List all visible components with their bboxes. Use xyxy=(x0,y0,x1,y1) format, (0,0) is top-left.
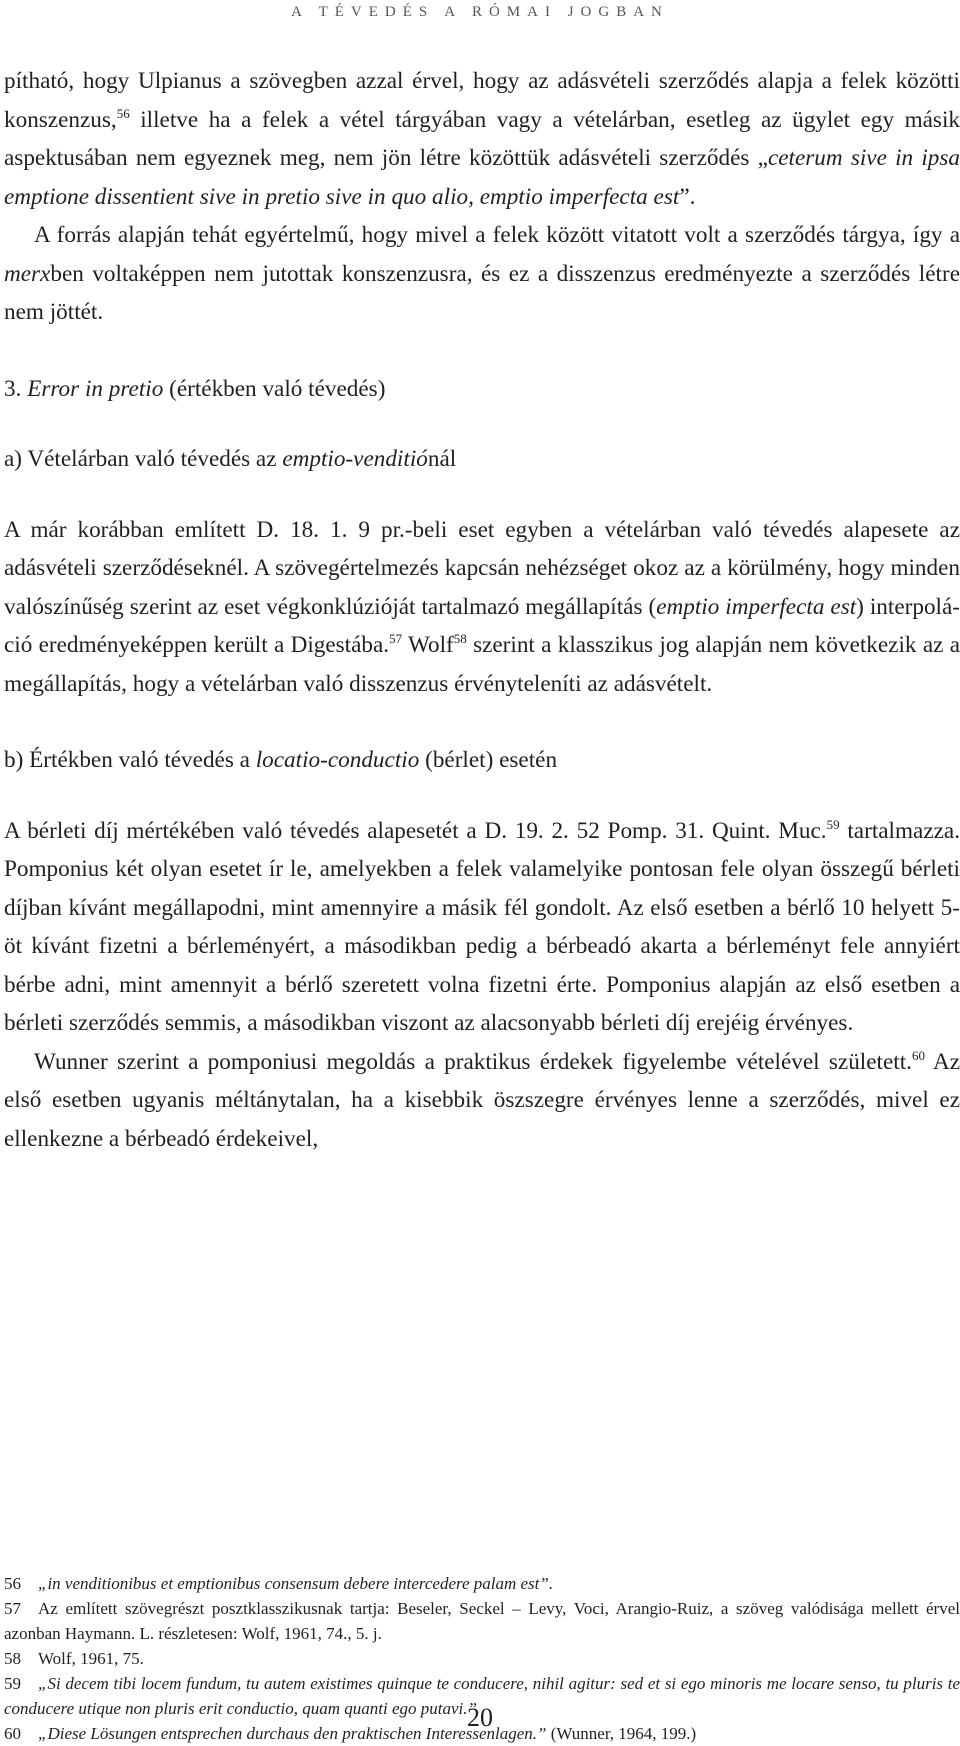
paragraph-error-in-pretio: A már korábban említett D. 18. 1. 9 pr.-beli eset egyben a vételárban való tévedés alapesete az adásvételi szerződéseknél. A szövegértelmezés kapcsán nehézséget okoz az a körülmény, hogy minden valószínűség szerint az eset végkonklúzióját tartalmazó megállapítás (emptio imperfecta est) interpoláció eredményeképpen került a Digestába.$^{57}$ Wolf$^{58}$ szerint a klasszikus jog alapján nem következik az a megállapítás, hogy a vételárban való disszenzus érvényteleníti az adásvételt. xyxy=(4,516,960,697)
footnote-ref-59[interactable]: 59 xyxy=(826,816,840,832)
running-header: A TÉVEDÉS A RÓMAI JOGBAN xyxy=(291,4,669,20)
footnote-ref-56[interactable]: 56 xyxy=(116,105,130,121)
footnote-57: 57 Az említett szövegrészt posztklasszikusnak tartja: Beseler, Seckel – Levy, Voci, Arangio-Ruiz, a szöveg valódisága mellett érvel azonban Haymann. L. részletesen: Wolf, 1961, 74., 5. j. xyxy=(4,1599,960,1643)
subheading-a: a) Vételárban való tévedés az emptio-venditiónál xyxy=(4,446,457,472)
paragraph-conclusion: A forrás alapján tehát egyértelmű, hogy mivel a felek között vitatott volt a szerződés tárgya, így a merxben voltaképpen nem jutottak konszenzusra, és ez a disszenzus eredményezte a szerződés létre nem jöttét. xyxy=(4,222,960,325)
section-heading-3: 3. Error in pretio (értékben való tévedés) xyxy=(4,375,386,402)
main-text xyxy=(4,62,960,1158)
footnote-ref-60[interactable]: 60 xyxy=(911,1047,925,1063)
page-number: 20 xyxy=(467,1703,493,1732)
paragraph-locatio: A bérleti díj mértékében való tévedés alapesetét a D. 19. 2. 52 Pomp. 31. Quint. Muc.$^{59}$ tartalmazza. Pomponius két olyan esetet ír le, amelyekben a felek valamelyike pontosan fele olyan összegű bérleti díjban kívánt megállapodni, mint amennyire a másik fél gondolt. Az első esetben a bérlő 10 helyett 5-öt kívánt fizetni a bérleményért, a másodikban pedig a bérbeadó akarta a bérleményt fele annyiért bérbe adni, mint amennyit a bérlő szeretett volna fizetni érte. Pomponius alapján az első esetben a bérleti szerződés semmis, a másodikban viszont az alacsonyabb bérleti díj erejéig érvényes. xyxy=(4,816,960,1036)
paragraph-ulpianus: pítható, hogy Ulpianus a szövegben azzal érvel, hogy az adásvételi szerződés alapja a felek közötti konszenzus,$^{56}$ illetve ha a felek a vétel tárgyában vagy a vételárban, esetleg az ügylet egy másik aspektusában nem egyeznek meg, nem jön létre közöttük adásvételi szerződés „ceterum sive in ipsa emptione dissentient sive in pretio sive in quo alio, emptio imperfecta est”. xyxy=(4,68,960,210)
subheading-b: b) Értékben való tévedés a locatio-conductio (bérlet) esetén xyxy=(4,747,558,773)
footnote-56: 56 „in venditionibus et emptionibus consensum debere intercedere palam est”. xyxy=(4,1574,554,1593)
footnote-ref-57[interactable]: 57 xyxy=(389,631,403,646)
footnote-58: 58 Wolf, 1961, 75. xyxy=(4,1649,144,1668)
footnote-60: 60 „Diese Lösungen entsprechen durchaus den praktischen Interessenlagen.” (Wunner, 1964, 199.) xyxy=(4,1724,697,1743)
paragraph-wunner: Wunner szerint a pomponiusi megoldás a praktikus érdekek figyelembe vételével született.$^{60}$ Az első esetben ugyanis méltánytalan, ha a kisebbik öszszegre érvényes lenne a szerződés, mivel ez ellenkezne a bérbeadó érdekeivel, xyxy=(4,1047,960,1152)
footnote-ref-58[interactable]: 58 xyxy=(453,631,467,646)
footnote-59: 59 „Si decem tibi locem fundum, tu autem existimes quinque te conducere, nihil agitur: sed et si ego minoris me locare senso, tu pluris te conducere utique non pluris erit conductio, quam quanti ego putavi.” xyxy=(4,1674,960,1718)
